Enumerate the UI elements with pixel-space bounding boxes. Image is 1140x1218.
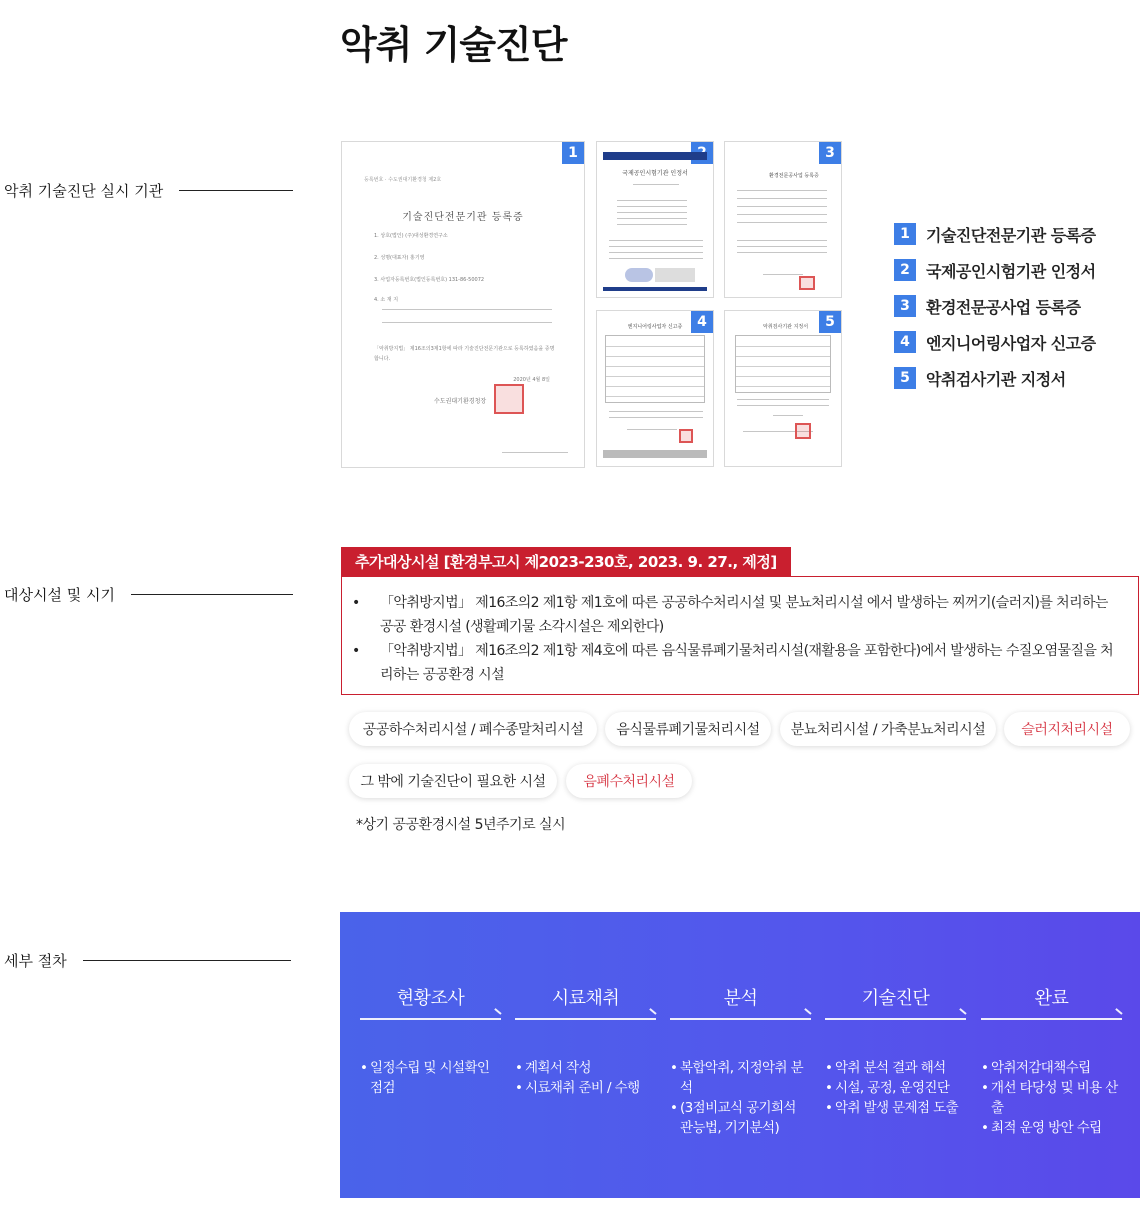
facility-chip: 그 밖에 기술진단이 필요한 시설 <box>349 764 557 798</box>
step-item: • 복합악취, 지정악취 분석 <box>670 1058 811 1098</box>
doc1-line: 2020년 4월 8일 <box>513 377 550 383</box>
bullet: • <box>352 643 360 659</box>
bullet: • <box>352 595 360 611</box>
step-items <box>515 1058 656 1098</box>
legend-number: 3 <box>894 295 916 317</box>
section-label-text: 대상시설 및 시기 <box>4 586 115 604</box>
step-item: • 악취 발생 문제점 도출 <box>825 1098 966 1118</box>
step-item: • 일정수립 및 시설확인 점검 <box>360 1058 501 1098</box>
legend-number: 1 <box>894 223 916 245</box>
step-title: 기술진단 <box>861 988 930 1009</box>
step-item: • (3점비교식 공기희석 관능법, 기기분석) <box>670 1098 811 1138</box>
step-items <box>670 1058 811 1138</box>
certificate-image-5 <box>724 310 842 467</box>
facility-note: *상기 공공환경시설 5년주기로 실시 <box>356 817 566 833</box>
procedure-step <box>825 984 966 1118</box>
divider-line <box>179 190 293 191</box>
legend-item <box>894 258 1096 282</box>
step-item: • 악취 분석 결과 해석 <box>825 1058 966 1078</box>
legend-item <box>894 294 1096 318</box>
arrow-icon <box>360 1018 501 1020</box>
notice-item <box>352 591 1124 639</box>
legend-label: 기술진단전문기관 등록증 <box>926 225 1096 245</box>
notice-item-text: 「악취방지법」 제16조의2 제1항 제4호에 따른 음식물류폐기물처리시설(재활용을 포함한다)에서 발생하는 수질오염물질을 처리하는 공공환경 시설 <box>380 643 1114 683</box>
procedure-step <box>981 984 1122 1138</box>
step-item: • 개선 타당성 및 비용 산출 <box>981 1078 1122 1118</box>
legend-label: 환경전문공사업 등록증 <box>926 297 1081 317</box>
section-label-procedure <box>4 950 291 971</box>
certificate-image-1 <box>341 141 585 468</box>
facility-chip: 분뇨처리시설 / 가축분뇨처리시설 <box>780 712 996 746</box>
section-label-text: 악취 기술진단 실시 기관 <box>4 182 164 200</box>
legend-label: 국제공인시험기관 인정서 <box>926 261 1096 281</box>
step-item: • 계획서 작성 <box>515 1058 656 1078</box>
procedure-panel <box>340 912 1140 1198</box>
divider-line <box>83 960 291 961</box>
certificate-paper <box>352 152 574 457</box>
doc1-line: 2. 성명(대표자) 홍기영 <box>374 255 425 261</box>
procedure-step <box>670 984 811 1138</box>
doc3-title: 환경전문공사업 등록증 <box>769 173 819 179</box>
step-title: 완료 <box>1034 988 1069 1009</box>
legend-item <box>894 366 1096 390</box>
certificate-number-badge: 5 <box>819 311 841 333</box>
doc1-line: 1. 상호(법인) (주)대성환경연구소 <box>374 233 448 239</box>
arrow-icon <box>981 1018 1122 1020</box>
seal-stamp <box>494 384 524 414</box>
legend-number: 5 <box>894 367 916 389</box>
certificate-image-4 <box>596 310 714 467</box>
arrow-icon <box>515 1018 656 1020</box>
step-item: • 악취저감대책수립 <box>981 1058 1122 1078</box>
section-label-facilities <box>4 584 293 605</box>
certificate-image-2 <box>596 141 714 298</box>
facility-chip: 공공하수처리시설 / 폐수종말처리시설 <box>349 712 597 746</box>
legend-item <box>894 222 1096 246</box>
notice-box <box>341 576 1139 695</box>
step-items <box>981 1058 1122 1138</box>
certificate-legend <box>894 222 1096 402</box>
arrow-icon <box>670 1018 811 1020</box>
page-title: 악취 기술진단 <box>340 23 567 67</box>
notice-item <box>352 639 1124 687</box>
legend-number: 2 <box>894 259 916 281</box>
legend-label: 악취검사기관 지정서 <box>926 369 1066 389</box>
certificate-number-badge: 1 <box>562 142 584 164</box>
doc5-title: 악취검사기관 지정서 <box>763 324 809 330</box>
doc1-line: 「악취방지법」 제16조의3제1항에 따라 기술진단전문기관으로 등록하였음을 증명합니다. <box>374 346 555 362</box>
step-title: 시료채취 <box>551 988 620 1009</box>
doc2-title: 국제공인시험기관 인정서 <box>622 170 688 177</box>
divider-line <box>131 594 293 595</box>
doc4-title: 엔지니어링사업자 신고증 <box>627 324 683 330</box>
notice-item-text: 「악취방지법」 제16조의2 제1항 제1호에 따른 공공하수처리시설 및 분뇨처리시설 에서 발생하는 찌꺼기(슬러지)를 처리하는 공공 환경시설 (생활폐기물 소각시설은 제외한다) <box>380 595 1108 635</box>
legend-label: 엔지니어링사업자 신고증 <box>926 333 1096 353</box>
certificate-number-badge: 3 <box>819 142 841 164</box>
procedure-step <box>515 984 656 1098</box>
facility-chip-highlight: 음폐수처리시설 <box>566 764 692 798</box>
doc1-header: 등록번호 · 수도권대기환경청 제2호 <box>364 177 442 183</box>
legend-number: 4 <box>894 331 916 353</box>
step-item: • 최적 운영 방안 수립 <box>981 1118 1122 1138</box>
step-items <box>825 1058 966 1118</box>
doc1-title: 기술진단전문기관 등록증 <box>402 212 524 223</box>
step-item: • 시설, 공정, 운영진단 <box>825 1078 966 1098</box>
certificate-image-3 <box>724 141 842 298</box>
step-items <box>360 1058 501 1098</box>
step-item: • 시료채취 준비 / 수행 <box>515 1078 656 1098</box>
doc1-line: 3. 사업자등록번호(법인등록번호) 131-86-50072 <box>374 277 485 283</box>
procedure-step <box>360 984 501 1098</box>
notice-tag: 추가대상시설 [환경부고시 제2023-230호, 2023. 9. 27., 제정] <box>341 547 791 576</box>
section-label-agency <box>4 180 293 201</box>
doc1-line: 수도권대기환경청장 <box>434 398 487 405</box>
legend-item <box>894 330 1096 354</box>
facility-chip-highlight: 슬러지처리시설 <box>1004 712 1130 746</box>
certificate-number-badge: 4 <box>691 311 713 333</box>
facility-chip: 음식물류폐기물처리시설 <box>605 712 771 746</box>
arrow-icon <box>825 1018 966 1020</box>
step-title: 분석 <box>723 988 758 1009</box>
step-title: 현황조사 <box>396 988 465 1009</box>
section-label-text: 세부 절차 <box>4 952 67 970</box>
doc1-line: 4. 소 재 지 <box>374 297 399 303</box>
